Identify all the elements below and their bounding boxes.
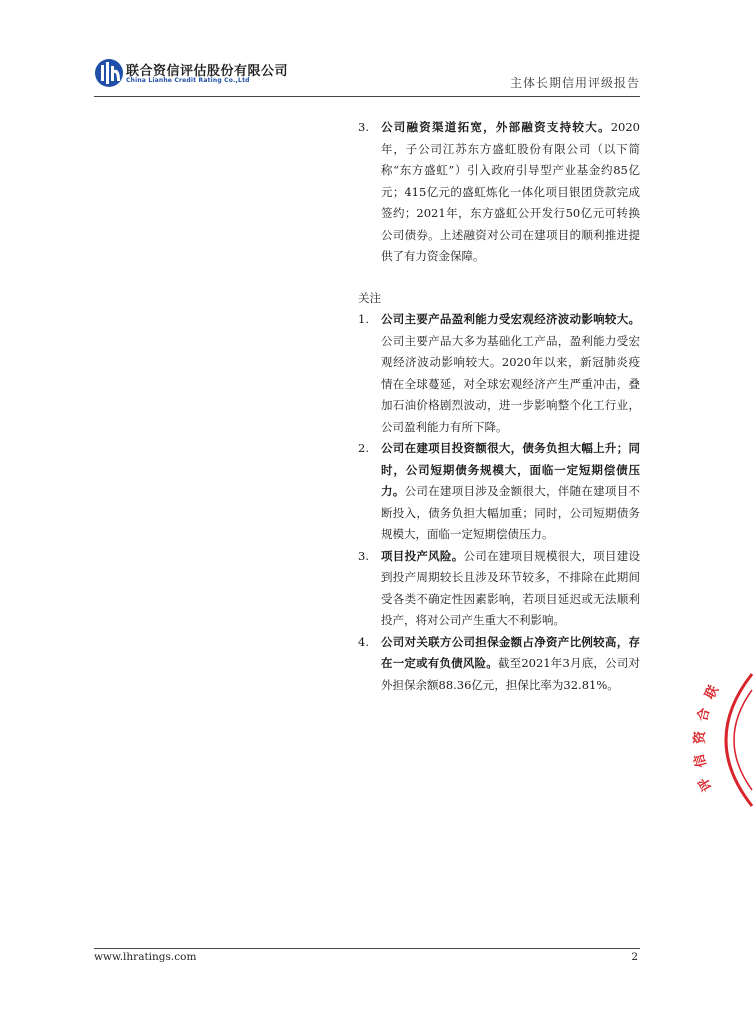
item-headline: 公司在建项目投资额很大，债务负担大幅上升；同时，公司短期债务规模大，面临一定短期偿债压力。 (381, 441, 640, 498)
concern-item-1 (358, 309, 640, 438)
item-number: 4. (358, 634, 369, 649)
report-type-title: 主体长期信用评级报告 (509, 76, 640, 90)
item-number: 2. (358, 441, 369, 455)
item-number: 3. (358, 548, 369, 563)
header-divider (94, 96, 640, 97)
item-text: 截至2021年3月底，公司对外担保余额88.36亿元，担保比率为32.81%。 (381, 656, 640, 692)
svg-text:评: 评 (695, 774, 716, 794)
concern-item-2 (358, 438, 640, 546)
footer-website: www.lhratings.com (94, 951, 197, 963)
svg-text:资: 资 (693, 730, 708, 744)
item-headline: 项目投产风险。 (381, 548, 464, 563)
company-name-en: China Lianhe Credit Rating Co.,Ltd (126, 77, 250, 84)
page-header (0, 0, 724, 100)
concern-item-3 (358, 546, 640, 632)
concern-item-4 (358, 632, 640, 697)
page-number: 2 (631, 951, 638, 963)
item-text: 公司在建项目规模很大，项目建设到投产周期较长且涉及环节较多，不排除在此期间受各类不确定性因素影响，若项目延迟或无法顺利投产，将对公司产生重大不利影响。 (381, 548, 640, 627)
item-text: 2020年，子公司江苏东方盛虹股份有限公司（以下简称“东方盛虹”）引入政府引导型产业基金约85亿元；415亿元的盛虹炼化一体化项目银团贷款完成签约；2021年，东方盛虹公开发行50亿元可转换公司债券。上述融资对公司在建项目的顺利推进提供了有力资金保障。 (381, 120, 640, 263)
item-text: 公司主要产品大多为基础化工产品，盈利能力受宏观经济波动影响较大。2020年以来，新冠肺炎疫情在全球蔓延，对全球宏观经济产生严重冲击，叠加石油价格剧烈波动，进一步影响整个化工行业，公司盈利能力有所下降。 (381, 333, 640, 434)
item-text: 公司在建项目涉及金额很大，伴随在建项目不断投入，债务负担大幅加重；同时，公司短期债务规模大，面临一定短期偿债压力。 (381, 484, 641, 541)
report-body (358, 117, 640, 696)
svg-text:联: 联 (702, 683, 722, 702)
item-number: 3. (358, 120, 369, 134)
item-number: 1. (358, 312, 369, 326)
footer-divider (94, 948, 640, 949)
item-headline: 公司对关联方公司担保金额占净资产比例较高，存在一定或有负债风险。 (381, 634, 640, 670)
svg-text:信: 信 (692, 752, 710, 769)
item-headline: 公司融资渠道拓宽，外部融资支持较大。 (381, 120, 611, 134)
svg-text:合: 合 (695, 706, 714, 724)
lianhe-logo-icon (94, 58, 124, 88)
advantage-item-3 (358, 117, 640, 268)
company-seal-stamp (694, 670, 754, 810)
item-headline: 公司主要产品盈利能力受宏观经济波动影响较大。 (381, 312, 640, 326)
company-name-cn: 联合资信评估股份有限公司 (126, 64, 289, 79)
concerns-section-title: 关注 (358, 290, 381, 305)
